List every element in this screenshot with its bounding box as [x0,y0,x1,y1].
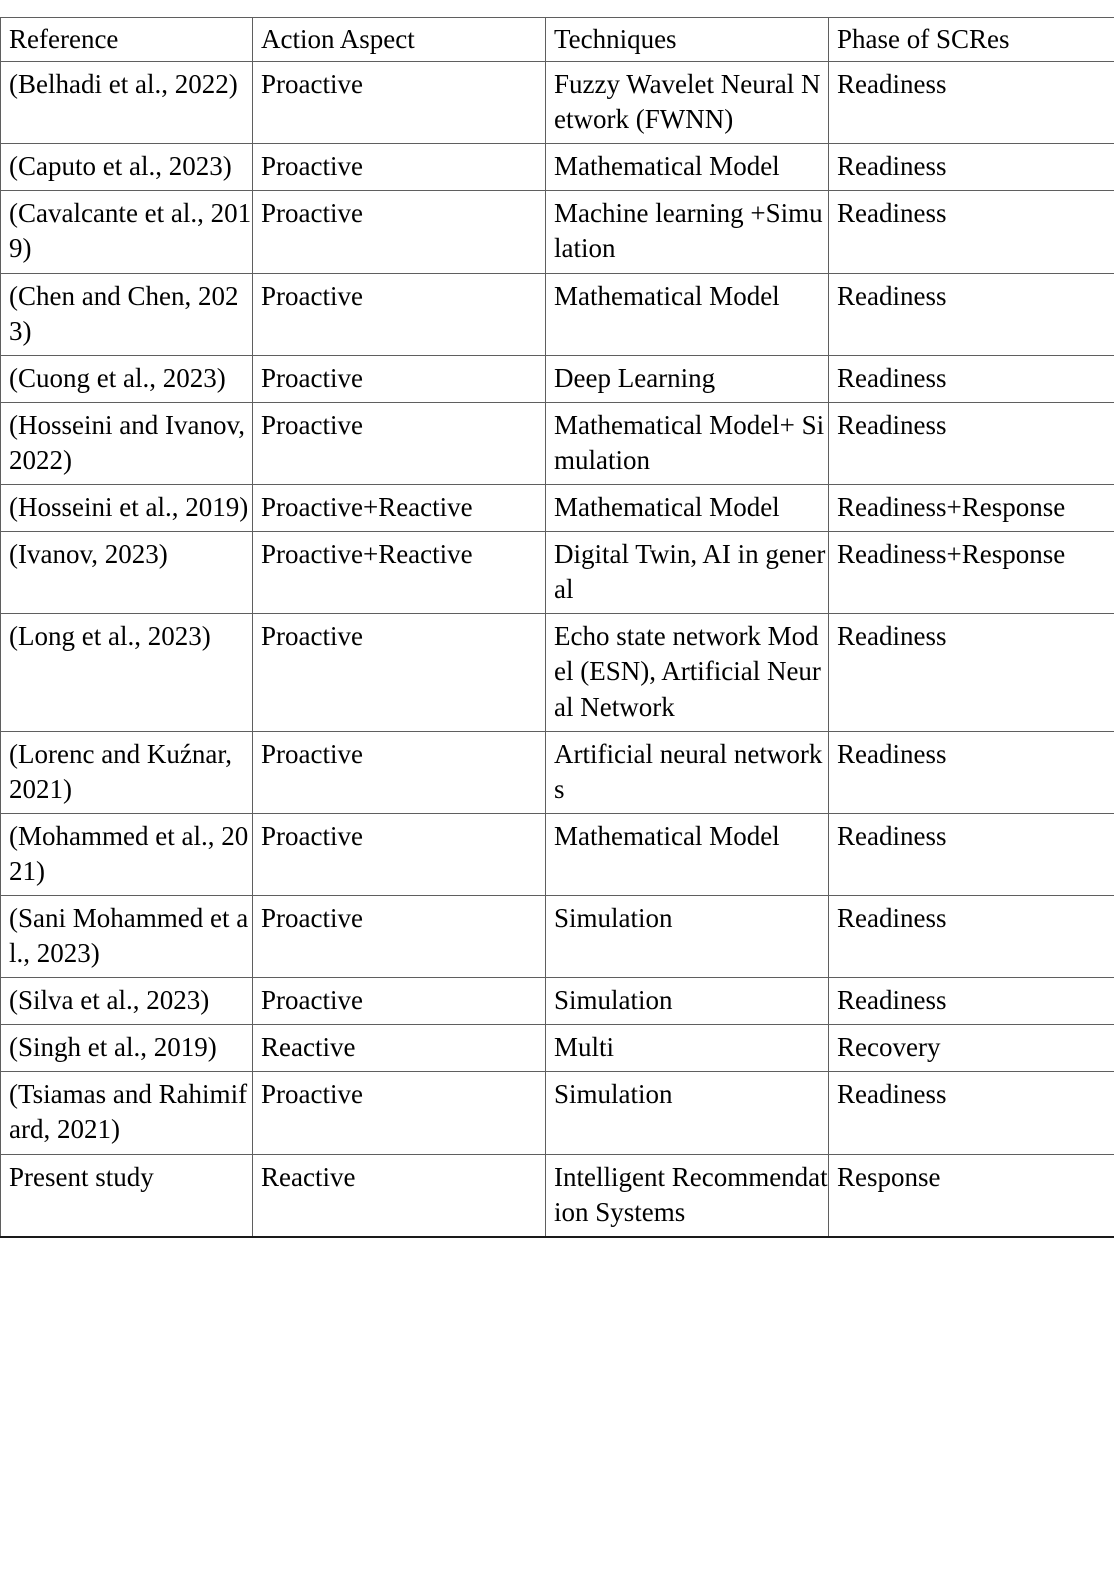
table-row [1,1072,1114,1154]
cell-action-aspect: Proactive [253,731,546,813]
cell-techniques: Machine learning +Simulation [546,191,829,273]
column-header-action-aspect [253,18,546,62]
cell-reference: (Hosseini and Ivanov, 2022) [1,402,253,484]
column-header-techniques-label: Techniques [554,24,677,54]
cell-techniques: Artificial neural networks [546,731,829,813]
cell-techniques: Mathematical Model+ Simulation [546,402,829,484]
cell-reference: (Cavalcante et al., 2019) [1,191,253,273]
cell-techniques: Digital Twin, AI in general [546,532,829,614]
cell-reference: (Lorenc and Kuźnar, 2021) [1,731,253,813]
column-header-techniques [546,18,829,62]
cell-action-aspect: Proactive [253,273,546,355]
table-row [1,355,1114,402]
cell-action-aspect: Proactive [253,978,546,1025]
cell-techniques: Echo state network Model (ESN), Artificial Neural Network [546,614,829,731]
cell-phase: Readiness [829,62,1114,144]
cell-action-aspect: Proactive [253,895,546,977]
table-row [1,532,1114,614]
cell-reference: (Mohammed et al., 2021) [1,813,253,895]
cell-phase: Readiness [829,813,1114,895]
column-header-phase-label: Phase of SCRes [837,24,1010,54]
table-row [1,614,1114,731]
cell-techniques: Fuzzy Wavelet Neural Network (FWNN) [546,62,829,144]
cell-phase: Readiness [829,402,1114,484]
cell-techniques: Mathematical Model [546,813,829,895]
literature-review-table [0,17,1114,1238]
cell-reference: (Silva et al., 2023) [1,978,253,1025]
cell-reference: (Cuong et al., 2023) [1,355,253,402]
cell-reference: (Sani Mohammed et al., 2023) [1,895,253,977]
table-row [1,485,1114,532]
cell-action-aspect: Proactive [253,402,546,484]
cell-phase: Readiness [829,614,1114,731]
cell-phase: Readiness+Response [829,532,1114,614]
cell-phase: Readiness [829,1072,1114,1154]
cell-action-aspect: Proactive+Reactive [253,485,546,532]
table-row [1,273,1114,355]
cell-action-aspect: Reactive [253,1025,546,1072]
cell-techniques: Simulation [546,1072,829,1154]
table-row [1,1154,1114,1237]
cell-reference: (Tsiamas and Rahimifard, 2021) [1,1072,253,1154]
column-header-phase [829,18,1114,62]
cell-techniques: Multi [546,1025,829,1072]
cell-phase: Readiness [829,191,1114,273]
cell-reference: (Chen and Chen, 2023) [1,273,253,355]
cell-action-aspect: Proactive [253,355,546,402]
cell-techniques: Simulation [546,978,829,1025]
table-row [1,191,1114,273]
cell-techniques: Mathematical Model [546,485,829,532]
column-header-reference [1,18,253,62]
cell-techniques: Mathematical Model [546,273,829,355]
cell-techniques: Simulation [546,895,829,977]
cell-techniques: Mathematical Model [546,144,829,191]
cell-action-aspect: Proactive [253,614,546,731]
cell-phase: Readiness [829,355,1114,402]
cell-techniques: Deep Learning [546,355,829,402]
cell-action-aspect: Proactive [253,1072,546,1154]
table-row [1,813,1114,895]
table-header [1,18,1114,62]
cell-reference: (Caputo et al., 2023) [1,144,253,191]
table-row [1,731,1114,813]
cell-phase: Readiness [829,144,1114,191]
table-header-row [1,18,1114,62]
cell-action-aspect: Proactive [253,813,546,895]
cell-reference: (Singh et al., 2019) [1,1025,253,1072]
cell-reference: Present study [1,1154,253,1237]
table-row [1,62,1114,144]
cell-reference: (Ivanov, 2023) [1,532,253,614]
cell-phase: Recovery [829,1025,1114,1072]
cell-phase: Readiness+Response [829,485,1114,532]
cell-phase: Response [829,1154,1114,1237]
column-header-action-aspect-label: Action Aspect [261,24,415,54]
cell-action-aspect: Reactive [253,1154,546,1237]
cell-techniques: Intelligent Recommendation Systems [546,1154,829,1237]
cell-action-aspect: Proactive+Reactive [253,532,546,614]
cell-phase: Readiness [829,731,1114,813]
table-row [1,1025,1114,1072]
table-body [1,62,1114,1237]
cell-action-aspect: Proactive [253,62,546,144]
cell-reference: (Hosseini et al., 2019) [1,485,253,532]
cell-action-aspect: Proactive [253,191,546,273]
column-header-reference-label: Reference [9,24,119,54]
table-row [1,144,1114,191]
cell-action-aspect: Proactive [253,144,546,191]
table-row [1,978,1114,1025]
cell-reference: (Long et al., 2023) [1,614,253,731]
cell-reference: (Belhadi et al., 2022) [1,62,253,144]
table-row [1,895,1114,977]
cell-phase: Readiness [829,978,1114,1025]
cell-phase: Readiness [829,895,1114,977]
table-row [1,402,1114,484]
cell-phase: Readiness [829,273,1114,355]
